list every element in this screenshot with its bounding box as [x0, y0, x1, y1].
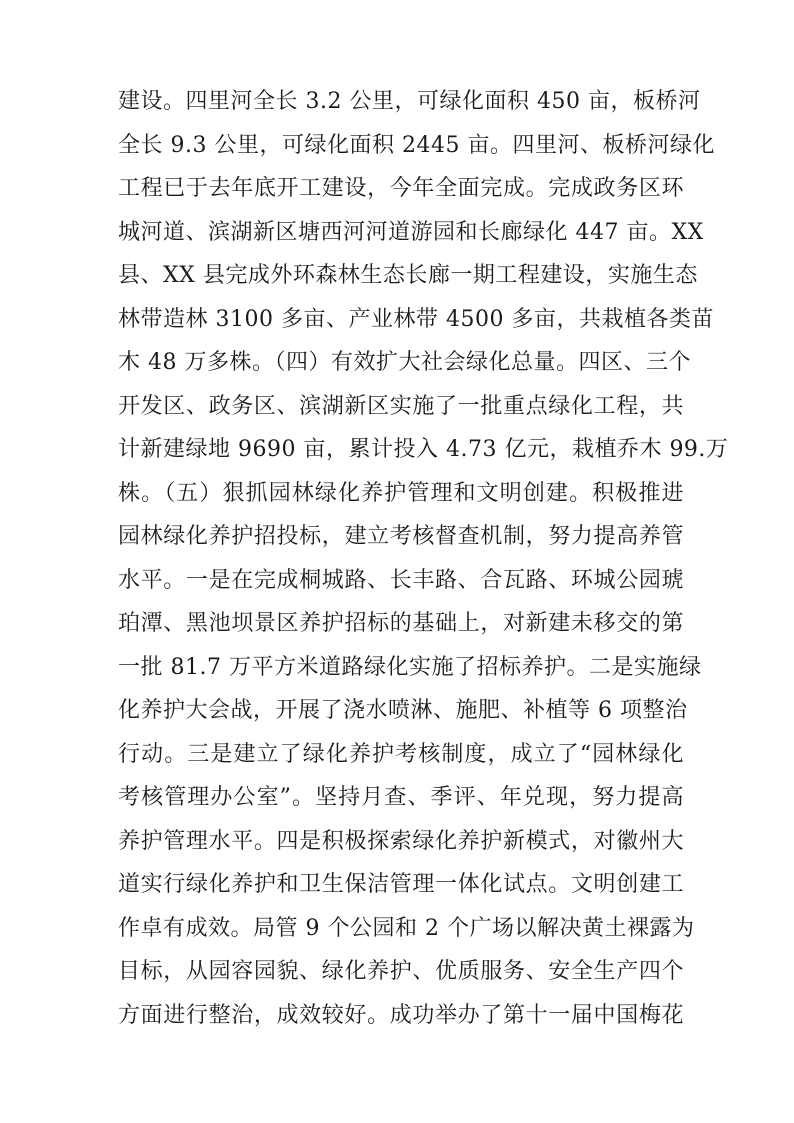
text-line: 道实行绿化养护和卫生保洁管理一体化试点。文明创建工 [118, 872, 684, 897]
text-line: 园林绿化养护招投标，建立考核督查机制，努力提高养管 [118, 524, 684, 549]
text-line: 城河道、滨湖新区塘西河河道游园和长廊绿化 447 亩。XX [118, 219, 704, 245]
text-line: 木 48 万多株。（四）有效扩大社会绿化总量。四区、三个 [118, 350, 691, 375]
text-line: 化养护大会战，开展了浇水喷淋、施肥、补植等 6 项整治 [118, 698, 688, 723]
text-line: 目标，从园容园貌、绿化养护、优质服务、安全生产四个 [118, 959, 684, 984]
text-line: 建设。四里河全长 3.2 公里，可绿化面积 450 亩，板桥河 [118, 89, 701, 114]
text-line: 珀潭、黑池坝景区养护招标的基础上，对新建未移交的第 [118, 611, 684, 636]
text-line: 作卓有成效。局管 9 个公园和 2 个广场以解决黄土裸露为 [118, 915, 695, 941]
text-line: 水平。一是在完成桐城路、长丰路、合瓦路、环城公园琥 [118, 567, 684, 593]
text-line: 行动。三是建立了绿化养护考核制度，成立了“园林绿化 [118, 741, 684, 767]
text-line: 方面进行整治，成效较好。成功举办了第十一届中国梅花 [118, 1002, 684, 1028]
text-line: 林带造林 3100 多亩、产业林带 4500 多亩，共栽植各类苗 [118, 306, 714, 332]
text-line: 县、XX 县完成外环森林生态长廊一期工程建设，实施生态 [118, 263, 698, 288]
text-line: 计新建绿地 9690 亩，累计投入 4.73 亿元，栽植乔木 99.万 [118, 437, 729, 462]
text-line: 工程已于去年底开工建设，今年全面完成。完成政务区环 [118, 176, 684, 201]
text-line: 考核管理办公室”。坚持月查、季评、年兑现，努力提高 [118, 785, 684, 810]
text-line: 养护管理水平。四是积极探索绿化养护新模式，对徽州大 [118, 828, 684, 854]
text-line: 株。（五）狠抓园林绿化养护管理和文明创建。积极推进 [118, 480, 684, 506]
text-line: 全长 9.3 公里，可绿化面积 2445 亩。四里河、板桥河绿化 [118, 132, 715, 158]
text-line: 开发区、政务区、滨湖新区实施了一批重点绿化工程，共 [118, 393, 684, 419]
body-text [118, 80, 729, 1037]
text-line: 一批 81.7 万平方米道路绿化实施了招标养护。二是实施绿 [118, 654, 702, 680]
